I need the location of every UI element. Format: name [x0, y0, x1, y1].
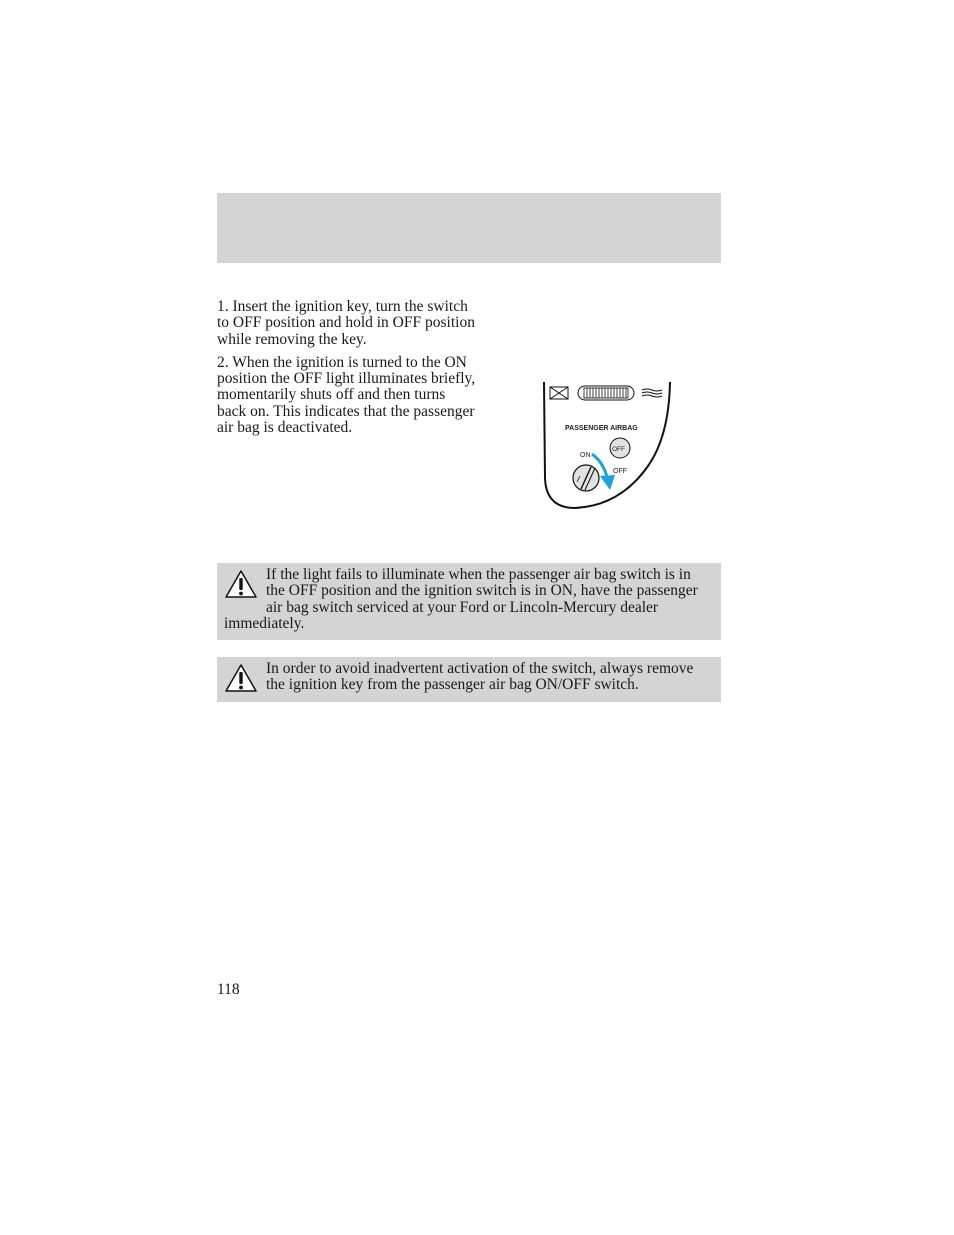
key-cylinder-icon: [573, 465, 599, 491]
panel-outline: [544, 382, 670, 508]
off-position-label: OFF: [613, 468, 627, 475]
warning-box-light-failure: [217, 563, 721, 640]
off-indicator-label: OFF: [612, 446, 625, 453]
lamp-icon: [550, 387, 568, 399]
on-position-label: ON: [580, 452, 591, 459]
warning-text-2: In order to avoid inadvertent activation of the switch, always remove the ignition key from the passenger air bag ON/OFF switch.: [266, 660, 694, 694]
warning-triangle-icon: [224, 663, 258, 693]
step-1: 1. Insert the ignition key, turn the switch to OFF position and hold in OFF position while removing the key.: [217, 298, 475, 348]
instruction-steps: [217, 299, 477, 443]
page-number: 118: [217, 981, 240, 998]
step-2: 2. When the ignition is turned to the ON position the OFF light illuminates briefly, momentarily shuts off and then turns back on. This indicates that the passenger air bag is deactivated.: [217, 353, 476, 437]
airbag-switch-svg: [540, 378, 680, 513]
airbag-switch-illustration: [540, 378, 680, 513]
warning-triangle-icon: [224, 569, 258, 599]
thumbwheel-icon: [578, 386, 634, 400]
section-header-bar: [217, 193, 721, 263]
passenger-airbag-label: PASSENGER AIRBAG: [565, 425, 638, 432]
wave-icon: [642, 389, 662, 397]
warning-text-1: If the light fails to illuminate when the passenger air bag switch is in the OFF position and the ignition switch is in ON, have the passenger air bag switch serviced at your Ford or Lincoln-Mercury dealer immediately.: [224, 566, 698, 632]
warning-box-remove-key: [217, 657, 721, 702]
